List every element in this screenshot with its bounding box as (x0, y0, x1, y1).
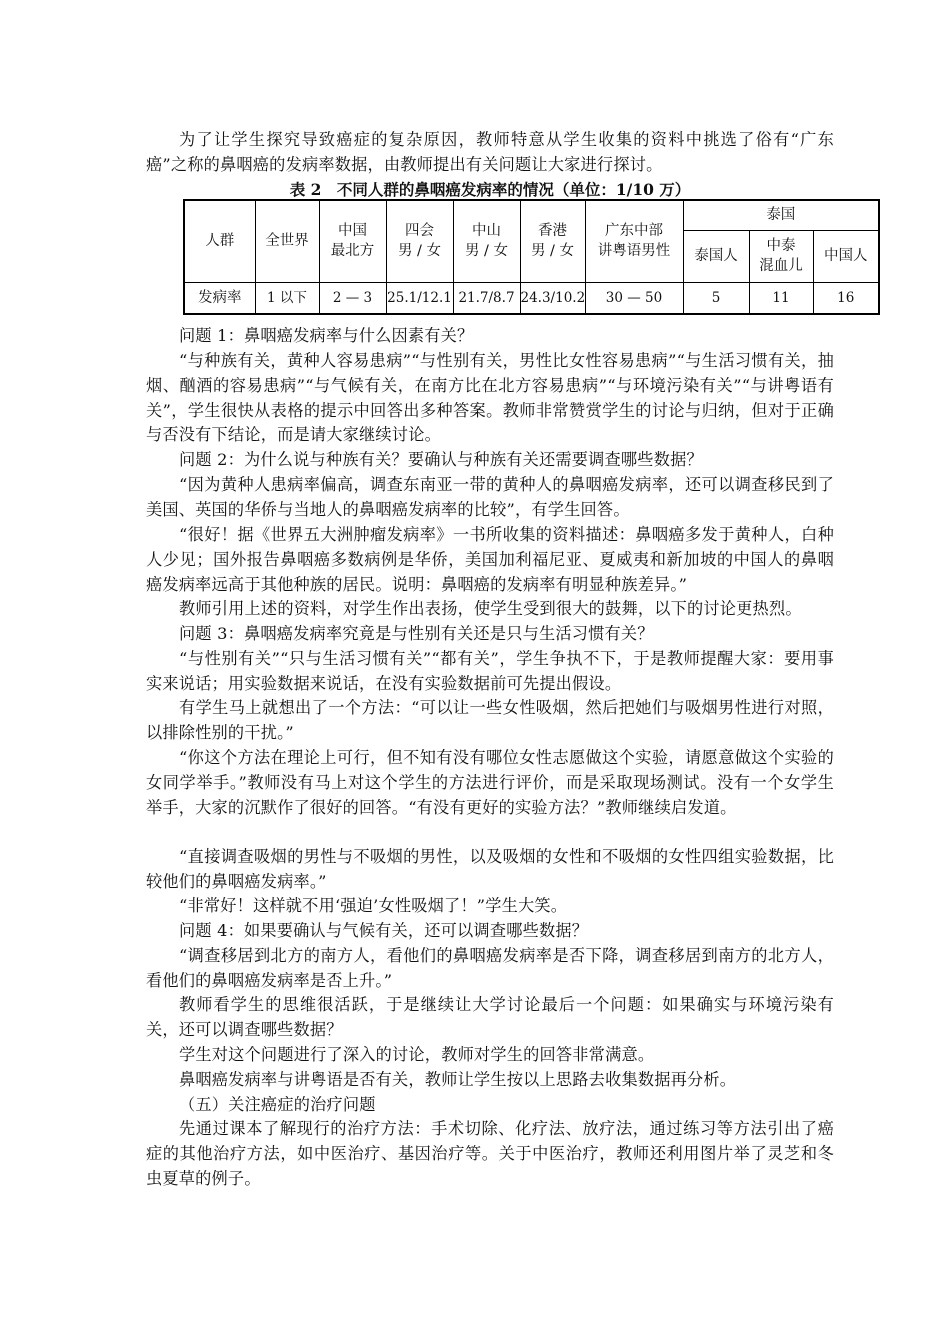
header-chinese-in-thailand: 中国人 (813, 230, 879, 282)
rate-cell: 1 以下 (255, 282, 319, 314)
teacher-quote-1: “很好！据《世界五大洲肿瘤发病率》一书所收集的资料描述：鼻咽癌多发于黄种人，白种人少见；国外报告鼻咽癌多数病例是华侨，美国加利福尼亚、夏威夷和新加坡的中国人的鼻咽癌发病率远高于其他种族的居民。说明：鼻咽癌的发病率有明显种族差异。” (146, 525, 834, 594)
better-method: “直接调查吸烟的男性与不吸烟的男性，以及吸烟的女性和不吸烟的女性四组实验数据，比较他们的鼻咽癌发病率。” (146, 847, 834, 891)
section-heading: （五）关注癌症的治疗问题 (179, 1095, 376, 1114)
header-zhongshan: 中山 男 / 女 (453, 200, 520, 282)
header-hongkong: 香港 男 / 女 (520, 200, 585, 282)
header-population: 人群 (184, 200, 255, 282)
paragraph: 教师引用上述的资料，对学生作出表扬，使学生受到很大的鼓舞，以下的讨论更热烈。 (179, 599, 802, 618)
rate-cell: 24.3/10.2 (520, 282, 585, 314)
intro-paragraph: 为了让学生探究导致癌症的复杂原因，教师特意从学生收集的资料中挑选了俗有“广东癌”之称的鼻咽癌的发病率数据，由教师提出有关问题让大家进行探讨。 (146, 130, 834, 174)
question-1: 问题 1：鼻咽癌发病率与什么因素有关？ (179, 326, 474, 345)
paragraph: 学生对这个问题进行了深入的讨论，教师对学生的回答非常满意。 (179, 1045, 655, 1064)
rate-cell: 5 (683, 282, 749, 314)
rate-cell: 25.1/12.1 (386, 282, 453, 314)
incidence-table (183, 199, 880, 315)
rate-cell: 21.7/8.7 (453, 282, 520, 314)
table-caption: 表 2 不同人群的鼻咽癌发病率的情况（单位：1/10 万） (289, 180, 691, 199)
treatment-paragraph: 先通过课本了解现行的治疗方法：手术切除、化疗法、放疗法，通过练习等方法引出了癌症的其他治疗方法，如中医治疗、基因治疗等。关于中医治疗，教师还利用图片举了灵芝和冬虫夏草的例子。 (146, 1119, 834, 1188)
answer-3: “与性别有关”“只与生活习惯有关”“都有关”，学生争执不下，于是教师提醒大家：要用事实来说话；用实验数据来说话，在没有实验数据前可先提出假设。 (146, 649, 834, 693)
teacher-praise: “非常好！这样就不用‘强迫’女性吸烟了！”学生大笑。 (179, 896, 568, 915)
header-sino-thai: 中泰 混血儿 (749, 230, 813, 282)
header-thai: 泰国人 (683, 230, 749, 282)
student-method: 有学生马上就想出了一个方法：“可以让一些女性吸烟，然后把她们与吸烟男性进行对照，以排除性别的干扰。” (146, 698, 834, 742)
header-north-china: 中国 最北方 (319, 200, 386, 282)
paragraph: 鼻咽癌发病率与讲粤语是否有关，教师让学生按以上思路去收集数据再分析。 (179, 1070, 737, 1089)
header-world: 全世界 (255, 200, 319, 282)
row-header-rate: 发病率 (184, 282, 255, 314)
rate-cell: 11 (749, 282, 813, 314)
question-3: 问题 3：鼻咽癌发病率究竟是与性别有关还是只与生活习惯有关？ (179, 624, 654, 643)
answer-4: “调查移居到北方的南方人，看他们的鼻咽癌发病率是否下降，调查移居到南方的北方人，看他们的鼻咽癌发病率是否上升。” (146, 946, 834, 990)
paragraph: 教师看学生的思维很活跃，于是继续让大学讨论最后一个问题：如果确实与环境污染有关，还可以调查哪些数据？ (146, 995, 834, 1039)
question-2: 问题 2：为什么说与种族有关？要确认与种族有关还需要调查哪些数据？ (179, 450, 703, 469)
rate-cell: 2 — 3 (319, 282, 386, 314)
answer-1: “与种族有关，黄种人容易患病”“与性别有关，男性比女性容易患病”“与生活习惯有关，抽烟、酗酒的容易患病”“与气候有关，在南方比在北方容易患病”“与环境污染有关”“与讲粤语有关”，学生很快从表格的提示中回答出多种答案。教师非常赞赏学生的讨论与归纳，但对于正确与否没有下结论，而是请大家继续讨论。 (146, 351, 834, 445)
question-4: 问题 4：如果要确认与气候有关，还可以调查哪些数据？ (179, 921, 589, 940)
answer-2: “因为黄种人患病率偏高，调查东南亚一带的黄种人的鼻咽癌发病率，还可以调查移民到了美国、英国的华侨与当地人的鼻咽癌发病率的比较”，有学生回答。 (146, 475, 834, 519)
rate-cell: 30 — 50 (585, 282, 683, 314)
header-sihui: 四会 男 / 女 (386, 200, 453, 282)
teacher-response: “你这个方法在理论上可行，但不知有没有哪位女性志愿做这个实验，请愿意做这个实验的女同学举手。”教师没有马上对这个学生的方法进行评价，而是采取现场测试。没有一个女学生举手，大家的沉默作了很好的回答。“有没有更好的实验方法？”教师继续启发道。 (146, 748, 834, 817)
header-thailand-group: 泰国 (683, 200, 879, 230)
rate-cell: 16 (813, 282, 879, 314)
header-central-guangdong: 广东中部 讲粤语男性 (585, 200, 683, 282)
